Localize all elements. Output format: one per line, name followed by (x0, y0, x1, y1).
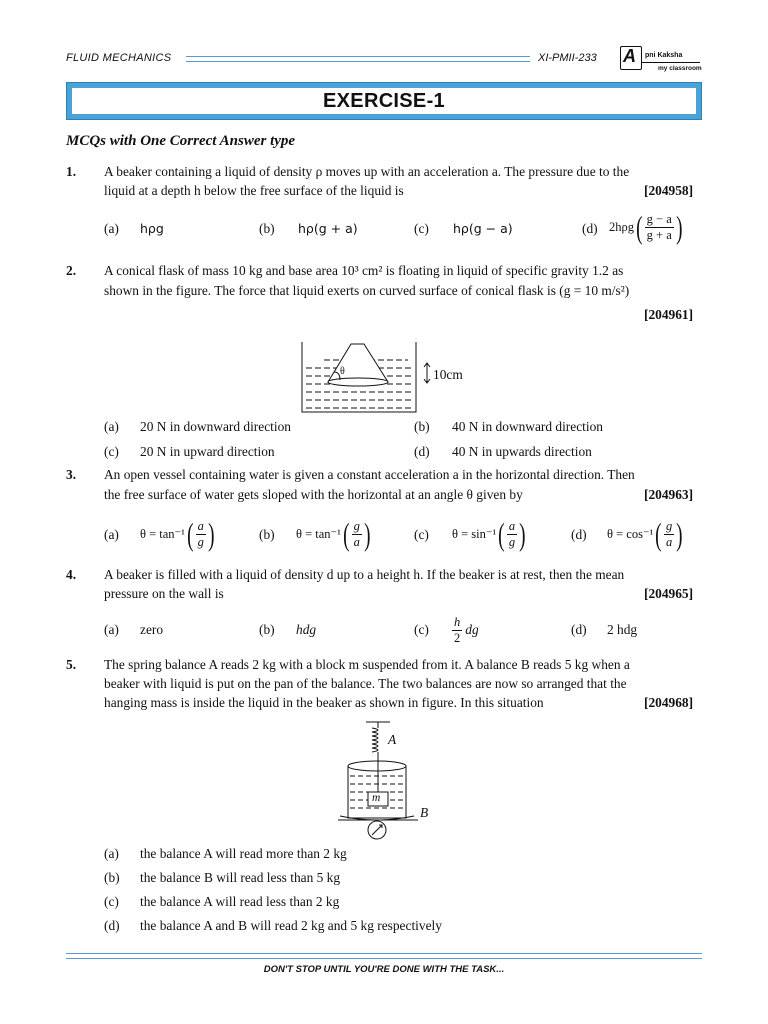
question-1-code: [204958] (644, 183, 694, 198)
fraction-numerator: g (665, 519, 673, 534)
q1-option-a-text: hρg (140, 221, 164, 236)
q1-option-b-tag: (b) (259, 221, 275, 236)
q4-option-c-suffix: dg (465, 622, 479, 637)
fraction-denominator: a (353, 534, 360, 549)
question-4-code: [204965] (644, 586, 694, 601)
header-rule (186, 56, 530, 62)
q3-option-c-prefix: θ = sin⁻¹ (452, 527, 497, 541)
q3-option-d-prefix: θ = cos⁻¹ (607, 527, 654, 541)
left-paren: ( (187, 516, 194, 552)
logo-text-line1: pni Kaksha (645, 52, 683, 59)
q1-option-a-tag: (a) (104, 221, 119, 236)
q5-option-a-text: the balance A will read more than 2 kg (140, 846, 347, 861)
fraction-denominator: a (665, 534, 673, 549)
q2-option-b-tag: (b) (414, 419, 430, 434)
q1-option-d-tag: (d) (582, 221, 598, 236)
question-2-number: 2. (66, 263, 77, 278)
q2-option-d-text: 40 N in upwards direction (452, 444, 592, 459)
question-3-line-2: the free surface of water gets sloped with the horizontal at an angle θ given by (104, 487, 523, 502)
q2-option-d-tag: (d) (414, 444, 430, 459)
q5-option-b-text: the balance B will read less than 5 kg (140, 870, 341, 885)
question-1-number: 1. (66, 164, 77, 179)
q3-option-c-tag: (c) (414, 527, 429, 542)
question-2-code: [204961] (644, 307, 694, 322)
fraction-denominator: 2 (454, 630, 461, 645)
fraction-numerator: h (454, 615, 461, 630)
logo-divider (642, 62, 700, 63)
right-paren: ) (675, 209, 683, 245)
q4-option-b-tag: (b) (259, 622, 275, 637)
logo-text-line2: my classroom (658, 65, 702, 72)
question-5-code: [204968] (644, 695, 694, 710)
left-paren: ( (498, 516, 505, 552)
q2-option-c-text: 20 N in upward direction (140, 444, 275, 459)
left-paren: ( (655, 516, 662, 552)
theta-label: θ (340, 366, 345, 377)
label-a: A (388, 732, 397, 747)
right-paren: ) (519, 516, 526, 552)
q2-option-a-tag: (a) (104, 419, 119, 434)
q3-option-a-tag: (a) (104, 527, 119, 542)
question-4-line-2: pressure on the wall is (104, 586, 224, 601)
q4-option-d-text: 2 hdg (607, 622, 638, 637)
q1-option-c-tag: (c) (414, 221, 429, 236)
question-5-line-3: hanging mass is inside the liquid in the beaker as shown in figure. In this situation (104, 695, 544, 710)
q3-option-b-tag: (b) (259, 527, 275, 542)
height-label: 10cm (433, 367, 463, 382)
fraction-numerator: a (508, 519, 516, 534)
q5-option-a-tag: (a) (104, 846, 119, 861)
q1-option-d-fraction (645, 212, 674, 242)
fraction-denominator: g (197, 534, 204, 549)
fraction-numerator: g − a (646, 212, 672, 227)
spring-balance-figure (336, 720, 436, 844)
q3-option-d-expression (607, 512, 685, 556)
question-2-line-1: A conical flask of mass 10 kg and base area 10³ cm² is floating in liquid of specific gravity 1.2 as (104, 263, 624, 278)
fraction-numerator: g (353, 519, 360, 534)
left-paren: ( (343, 516, 350, 552)
fraction-numerator: a (197, 519, 204, 534)
q5-option-b-tag: (b) (104, 870, 120, 885)
question-3-code: [204963] (644, 487, 694, 502)
q4-option-c-fraction (452, 615, 462, 645)
q3-option-a-fraction (196, 519, 206, 549)
q4-option-c-expression (452, 609, 479, 651)
q2-option-a-text: 20 N in downward direction (140, 419, 291, 434)
q5-option-d-text: the balance A and B will read 2 kg and 5 kg respectively (140, 918, 442, 933)
title-banner (66, 82, 702, 120)
question-1-line-1: A beaker containing a liquid of density ρ moves up with an acceleration a. The pressure due to the (104, 164, 630, 179)
q4-option-c-tag: (c) (414, 622, 429, 637)
q3-option-c-expression (452, 512, 528, 556)
q3-option-a-prefix: θ = tan⁻¹ (140, 527, 185, 541)
label-b: B (420, 805, 429, 820)
q5-option-c-text: the balance A will read less than 2 kg (140, 894, 340, 909)
section-heading: MCQs with One Correct Answer type (66, 133, 296, 149)
right-paren: ) (363, 516, 371, 552)
header-subject: FLUID MECHANICS (66, 52, 172, 64)
question-3-number: 3. (66, 467, 77, 482)
header-page-code: XI-PMII-233 (538, 52, 597, 64)
right-paren: ) (207, 516, 215, 552)
q1-option-b-text: hρ(g + a) (298, 221, 358, 236)
label-m: m (372, 792, 381, 804)
logo-letter: A (623, 46, 636, 66)
q4-option-d-tag: (d) (571, 622, 587, 637)
q5-option-d-tag: (d) (104, 918, 120, 933)
q3-option-d-fraction (664, 519, 674, 549)
fraction-denominator: g + a (646, 227, 672, 242)
question-2-line-2: shown in the figure. The force that liquid exerts on curved surface of conical flask is (g = 10 m/s²) (104, 283, 630, 298)
q3-option-c-fraction (507, 519, 517, 549)
question-1-line-2: liquid at a depth h below the free surface of the liquid is (104, 183, 404, 198)
q1-option-d-expression (609, 206, 684, 248)
q3-option-a-expression (140, 512, 216, 556)
question-5-number: 5. (66, 657, 77, 672)
q1-option-c-text: hρ(g − a) (453, 221, 513, 236)
q4-option-a-text: zero (140, 622, 164, 637)
q2-option-b-text: 40 N in downward direction (452, 419, 603, 434)
q3-option-b-prefix: θ = tan⁻¹ (296, 527, 341, 541)
q1-option-d-prefix: 2hρg (609, 219, 634, 234)
q3-option-d-tag: (d) (571, 527, 587, 542)
q5-option-c-tag: (c) (104, 894, 119, 909)
question-5-line-1: The spring balance A reads 2 kg with a block m suspended from it. A balance B reads 5 kg when a (104, 657, 630, 672)
q4-option-b-text: hdg (296, 622, 317, 637)
left-paren: ( (636, 209, 643, 245)
footer-rule (66, 953, 702, 959)
question-4-number: 4. (66, 567, 77, 582)
question-3-line-1: An open vessel containing water is given a constant acceleration a in the horizontal direction. Then (104, 467, 635, 482)
right-paren: ) (676, 516, 683, 552)
fraction-denominator: g (508, 534, 516, 549)
q2-option-c-tag: (c) (104, 444, 119, 459)
q3-option-b-expression (296, 512, 372, 556)
title-banner-inner (72, 88, 696, 114)
question-4-line-1: A beaker is filled with a liquid of density d up to a height h. If the beaker is at rest, then the mean (104, 567, 625, 582)
q4-option-a-tag: (a) (104, 622, 119, 637)
footer-motto: DON'T STOP UNTIL YOU'RE DONE WITH THE TASK... (263, 964, 505, 975)
question-5-line-2: beaker with liquid is put on the pan of the balance. The two balances are now so arranged that the (104, 676, 627, 691)
apni-kaksha-logo (620, 46, 702, 76)
page-title: EXERCISE-1 (323, 89, 445, 112)
q3-option-b-fraction (352, 519, 362, 549)
